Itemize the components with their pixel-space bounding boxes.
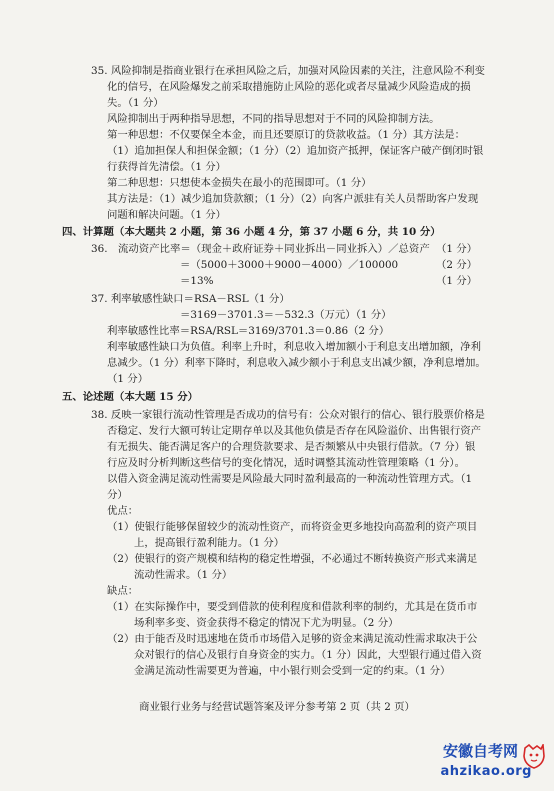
q35-line: 第二种思想：只想使本金损失在最小的范围即可。（1 分） (107, 177, 372, 189)
q38-line: 流动性需求。（1 分） (134, 569, 233, 581)
watermark-chinese-name: 安徽自考网 (442, 742, 518, 760)
q35-line: 第一种思想：不仅要保全本金，而且还要原订的贷款收益。（1 分）其方法是： (107, 129, 465, 141)
q38-line: 分） (107, 489, 128, 501)
q37-line: （1 分） (107, 373, 149, 385)
q37-line: ＝3169－3701.3＝－532.3（万元）（1 分） (180, 309, 392, 321)
q37-line: 利率敏感性缺口为负值。利率上升时，利息收入增加额小于利息支出增加额，净利 (107, 341, 482, 353)
q38-line: 金满足流动性需要更为普遍，中小银行则会受到一定的约束。（1 分） (134, 665, 451, 677)
q38-line: 以借入资金满足流动性需要是风险最大同时盈利最高的一种流动性管理方式。（1 (107, 473, 473, 485)
q37-line: 37. 利率敏感性缺口＝RSA－RSL（1 分） (91, 293, 290, 305)
q35-line: 失。（1 分） (107, 97, 164, 109)
q38-line: 否稳定、发行大额可转让定期存单以及其他负债是否存在风险溢价、出售银行资产 (107, 425, 482, 437)
q38-line: 有无损失、能否满足客户的合理贷款要求、是否频繁从中央银行借款。（7 分）银 (107, 441, 476, 453)
q38-line: （2）使银行的资产规模和结构的稳定性增强，不必通过不断转换资产形式来满足 (107, 553, 478, 565)
q37-line: 利率敏感性比率＝RSA/RSL＝3169/3701.3＝0.86（2 分） (107, 325, 390, 337)
page-footer: 商业银行业务与经营试题答案及评分参考第 2 页（共 2 页） (139, 701, 415, 713)
q35-line: 问题和解决问题。（1 分） (107, 209, 227, 221)
q38-line: （2）由于能否及时迅速地在货币市场借入足够的资金来满足流动性需求取决于公 (107, 633, 478, 645)
q38-line: （1）使银行能够保留较少的流动性资产，而将资金更多地投向高盈利的资产项目 (107, 521, 478, 533)
q35-line: 化的信号，在风险爆发之前采取措施防止风险的恶化或者尽量减少风险造成的损 (107, 81, 471, 93)
q35-line: 风险抑制出于两种指导思想，不同的指导思想对于不同的风险抑制方法。 (107, 113, 440, 125)
q36-label: 36. (91, 243, 108, 255)
q38-line: 行应及时分析判断这些信号的变化情况，适时调整其流动性管理策略（1 分）。 (107, 457, 465, 469)
q35-line: 其方法是：（1）减少追加贷款额；（1 分）（2）向客户派驻有关人员帮助客户发现 (107, 193, 479, 205)
q37-line: 息减少。（1 分）利率下降时，利息收入减少额小于利息支出减少额，净利息增加。 (107, 357, 486, 369)
q36-score: （1 分） (436, 243, 478, 255)
q38-subheading-disadvantages: 缺点： (107, 585, 139, 597)
watermark-url: ahzikao.org (440, 764, 532, 779)
q38-subheading-advantages: 优点： (107, 505, 139, 517)
q38-line: 众对银行的信心及银行自身资金的实力。（1 分）因此，大型银行通过借入资 (134, 649, 482, 661)
site-watermark (426, 744, 546, 786)
q36-substitution: ＝（5000＋3000＋9000－4000）／100000 (180, 259, 399, 271)
q38-line: 上，提高银行盈利能力。（1 分） (134, 537, 285, 549)
q36-formula: 流动资产比率＝（现金＋政府证券＋同业拆出－同业拆入）／总资产 (118, 243, 430, 255)
section-4-title: 四、计算题（本大题共 2 小题，第 36 小题 4 分，第 37 小题 6 分，共 10 分） (62, 226, 441, 238)
q35-line: （1）追加担保人和担保金额；（1 分）（2）追加资产抵押，保证客户破产倒闭时银 (107, 145, 484, 157)
q35-line: 行获得首先清偿。（1 分） (107, 161, 227, 173)
q38-line: 38. 反映一家银行流动性管理是否成功的信号有：公众对银行的信心、银行股票价格是 (91, 409, 485, 421)
q36-result: ＝13% (180, 275, 214, 287)
q38-line: 场利率多变、资金获得不稳定的情况下尤为明显。（2 分） (134, 617, 399, 629)
q38-line: （1）在实际操作中，要受到借款的使利程度和借款利率的制约，尤其是在货币市 (107, 601, 478, 613)
q36-score: （2 分） (436, 259, 478, 271)
section-5-title: 五、论述题（本大题 15 分） (62, 391, 198, 403)
q36-score: （1 分） (436, 275, 478, 287)
q35-line: 35. 风险抑制是指商业银行在承担风险之后，加强对风险因素的关注，注意风险不利变 (91, 65, 485, 77)
